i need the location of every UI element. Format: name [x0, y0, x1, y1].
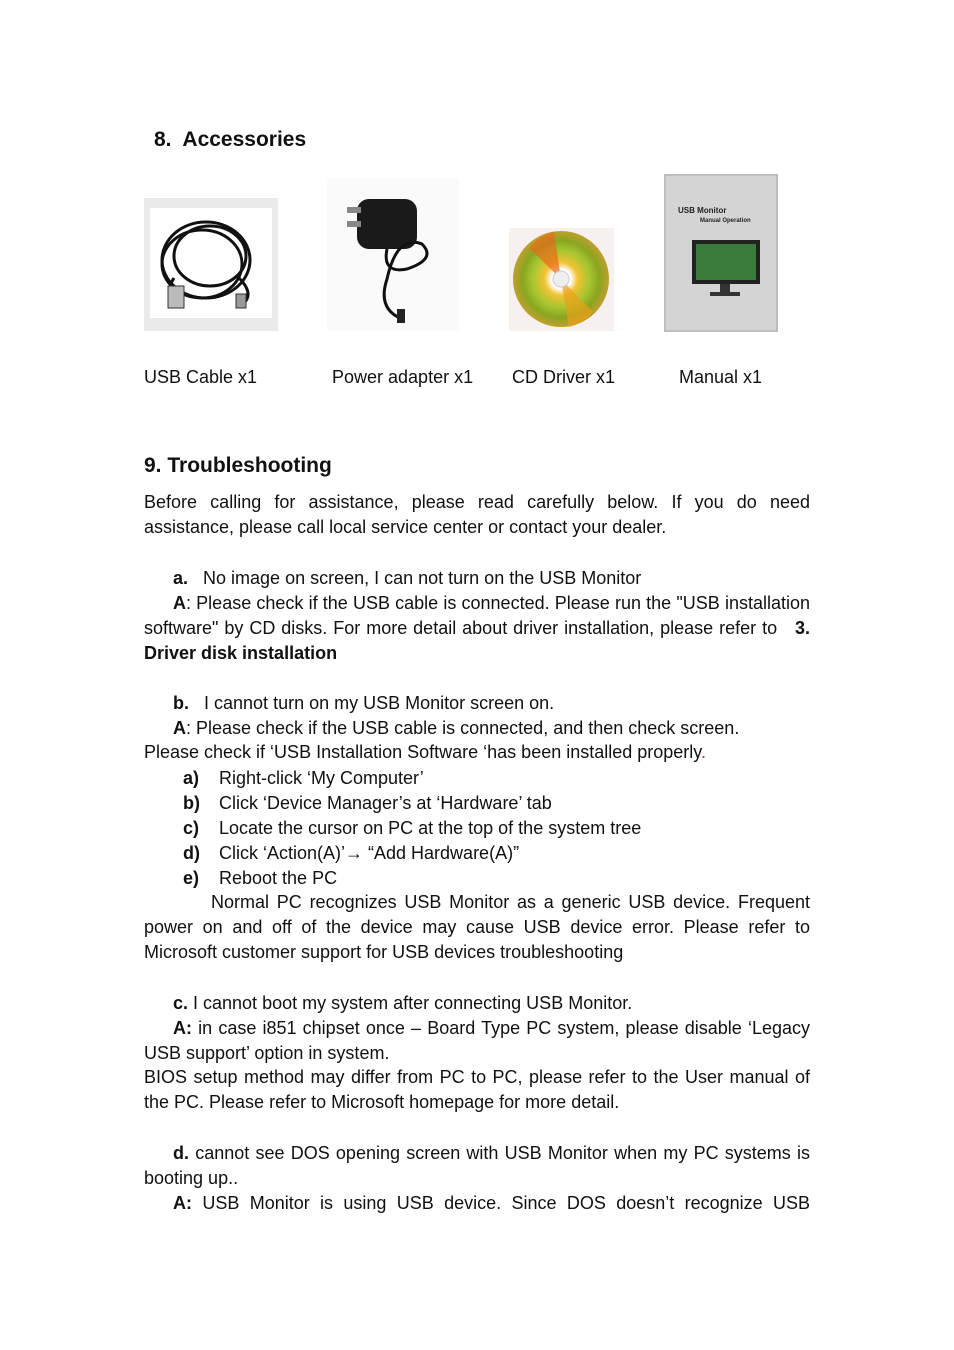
- note-c: BIOS setup method may differ from PC to PC, please refer to the User manual of the PC. Please refer to Microsoft homepage for more detail.: [144, 1067, 810, 1112]
- answer-b-label: A: [173, 718, 186, 738]
- answer-d-text: USB Monitor is using USB device. Since DOS doesn’t recognize USB: [192, 1193, 810, 1213]
- answer-c-text: in case i851 chipset once – Board Type PC system, please disable ‘Legacy USB support’ option in system.: [144, 1018, 810, 1063]
- step-b: [183, 791, 552, 816]
- answer-a-ref: 3. Driver disk installation: [144, 618, 810, 663]
- answer-b-line2: [144, 740, 706, 765]
- question-a-text: No image on screen, I can not turn on the USB Monitor: [203, 568, 642, 588]
- intro-paragraph: Before calling for assistance, please read carefully below. If you do need assistance, please call local service center or contact your dealer.: [144, 492, 810, 537]
- question-c-label: c.: [173, 993, 189, 1013]
- step-d-label: d): [183, 843, 200, 863]
- answer-a-label: A: [173, 593, 186, 613]
- question-b-label: b.: [173, 693, 189, 713]
- answer-d: [173, 1191, 810, 1216]
- caption-cd-driver: CD Driver x1: [512, 367, 616, 387]
- answer-c-label: A:: [173, 1018, 192, 1038]
- usb-cable-icon: [144, 198, 278, 331]
- step-a-text: Right-click ‘My Computer’: [219, 768, 424, 788]
- section-9-heading: 9. Troubleshooting: [144, 454, 332, 477]
- section-8-heading: [154, 128, 306, 152]
- question-d: [144, 1141, 810, 1191]
- step-e: [183, 866, 337, 891]
- step-b-label: b): [183, 793, 200, 813]
- manual-cover-subtitle: Manual Operation: [700, 218, 751, 224]
- step-d: [183, 841, 519, 866]
- step-d-text: Click ‘Action(A)’→ “Add Hardware(A)”: [219, 843, 520, 863]
- question-d-label: d.: [173, 1143, 189, 1163]
- section-8-number: 8.: [154, 128, 172, 151]
- step-e-label: e): [183, 868, 200, 888]
- step-c-label: c): [183, 818, 200, 838]
- question-b-text: I cannot turn on my USB Monitor screen on.: [204, 693, 555, 713]
- step-b-text: Click ‘Device Manager’s at ‘Hardware’ tab: [219, 793, 552, 813]
- answer-b: [173, 716, 739, 741]
- answer-b-text: : Please check if the USB cable is connected, and then check screen.: [186, 718, 740, 738]
- answer-a: [144, 591, 810, 666]
- manual-cover-title: USB Monitor: [678, 206, 727, 215]
- question-c: [173, 991, 632, 1016]
- step-e-text: Reboot the PC: [219, 868, 338, 888]
- answer-b-period: .: [700, 742, 706, 762]
- step-c: [183, 816, 641, 841]
- answer-a-text: : Please check if the USB cable is connected. Please run the "USB installation software" by CD disks. For more detail about driver installation, please refer to: [144, 593, 810, 638]
- caption-usb-cable: USB Cable x1: [144, 367, 258, 387]
- step-a: [183, 766, 424, 791]
- caption-manual: Manual x1: [679, 367, 763, 387]
- step-a-label: a): [183, 768, 200, 788]
- question-d-text: cannot see DOS opening screen with USB Monitor when my PC systems is booting up..: [144, 1143, 810, 1188]
- question-b: [173, 691, 554, 716]
- question-a-label: a.: [173, 568, 189, 588]
- cd-icon: [509, 228, 614, 331]
- section-8-title: Accessories: [182, 128, 307, 151]
- manual-icon: [664, 174, 778, 332]
- note-b: Normal PC recognizes USB Monitor as a generic USB device. Frequent power on and off of the device may cause USB device error. Please refer to Microsoft customer support for USB devices troubleshooting: [144, 892, 810, 962]
- answer-c: [144, 1016, 810, 1066]
- caption-power-adapter: Power adapter x1: [332, 367, 474, 387]
- answer-d-label: A:: [173, 1193, 192, 1213]
- question-c-text: I cannot boot my system after connecting USB Monitor.: [188, 993, 633, 1013]
- power-adapter-icon: [327, 179, 459, 331]
- step-c-text: Locate the cursor on PC at the top of the system tree: [219, 818, 642, 838]
- answer-b-text2: Please check if ‘USB Installation Software ‘has been installed properly: [144, 742, 701, 762]
- question-a: [173, 566, 641, 591]
